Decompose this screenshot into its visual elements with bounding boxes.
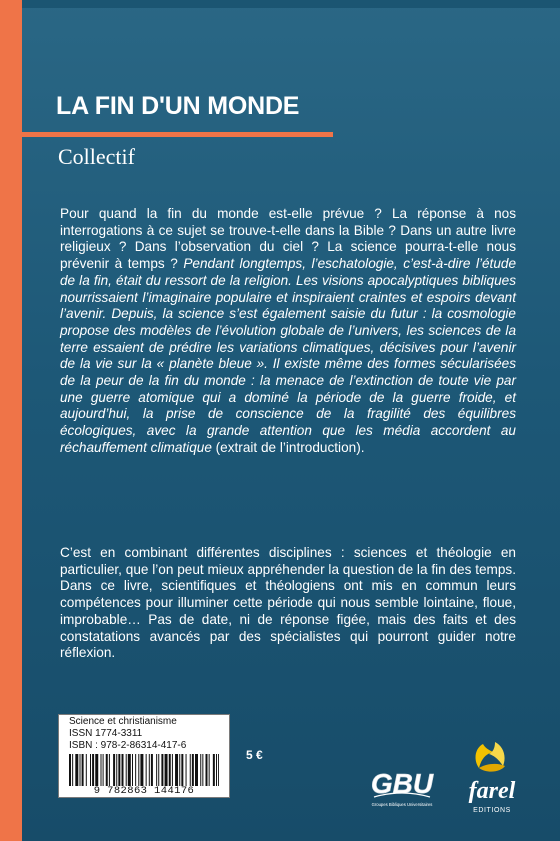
gbu-logo-wordmark: GBU	[370, 768, 434, 799]
gbu-logo-icon	[366, 759, 438, 811]
collection-name: Science et christianisme	[69, 716, 177, 727]
issn-number: ISSN 1774-3311	[69, 728, 143, 739]
isbn-info-box	[58, 714, 230, 798]
book-title: LA FIN D'UN MONDE	[56, 92, 300, 120]
title-underline	[22, 132, 333, 137]
price: 5 €	[246, 748, 263, 762]
farel-logo-tagline: EDITIONS	[473, 807, 511, 814]
farel-editions-logo-icon	[457, 738, 527, 820]
barcode-digits: 9 782863 144176	[93, 785, 195, 797]
book-author: Collectif	[58, 144, 135, 169]
farel-logo-wordmark: farel	[468, 778, 516, 804]
top-band	[0, 0, 560, 8]
barcode-icon	[69, 754, 219, 786]
isbn-number: ISBN : 978-2-86314-417-6	[69, 740, 187, 751]
blurb-1-part-1: Pour quand la fin du monde est-elle prévue ? La réponse à nos interrogations à ce sujet se trouve-t-elle dans la Bible ? Dans un autre livre religieux ? Dans l’observation du ciel ? La science pourra-t-elle nous prévenir à temps ?	[60, 206, 516, 272]
blurb-paragraph-2: C’est en combinant différentes disciplines : sciences et théologie en particulier, que l’on peut mieux appréhender la question de la fin des temps. Dans ce livre, scientifiques et théologiens ont mis en commun leurs compétences pour illuminer cette période qui nous semble lointaine, floue, improbable… Pas de date, ni de réponse figée, mais des faits et des constatations avancés par des spécialistes qui pourront guider notre réflexion.	[60, 545, 516, 661]
blurb-1-part-2-italic: Pendant longtemps, l’eschatologie, c’est-à-dire l’étude de la fin, était du ressort de la religion. Les visions apocalyptiques bibliques nourrissaient l’imaginaire populaire et inspiraient craintes et espoirs devant l’avenir. Depuis, la science s’est également saisie du futur : la cosmologie propose des modèles de l’évolution globale de l’univers, les sciences de la terre essaient de prédire les variations climatiques, décisives pour l’avenir de la vie sur la « planète bleue ». Il existe même des formes sécularisées de la peur de la fin du monde : la menace de l’extinction de toute vie par une guerre atomique qui a dominé la période de la guerre froide, et aujourd’hui, la prise de conscience de la fragilité des équilibres écologiques, avec la grande attention que les média accordent au réchauffement climatique	[60, 256, 517, 455]
orange-side-stripe	[0, 0, 22, 841]
blurb-paragraph-1	[60, 206, 516, 457]
blurb-1-part-3: (extrait de l’introduction).	[211, 439, 365, 455]
gbu-logo-tagline: Groupes Bibliques Universitaires	[371, 802, 433, 807]
